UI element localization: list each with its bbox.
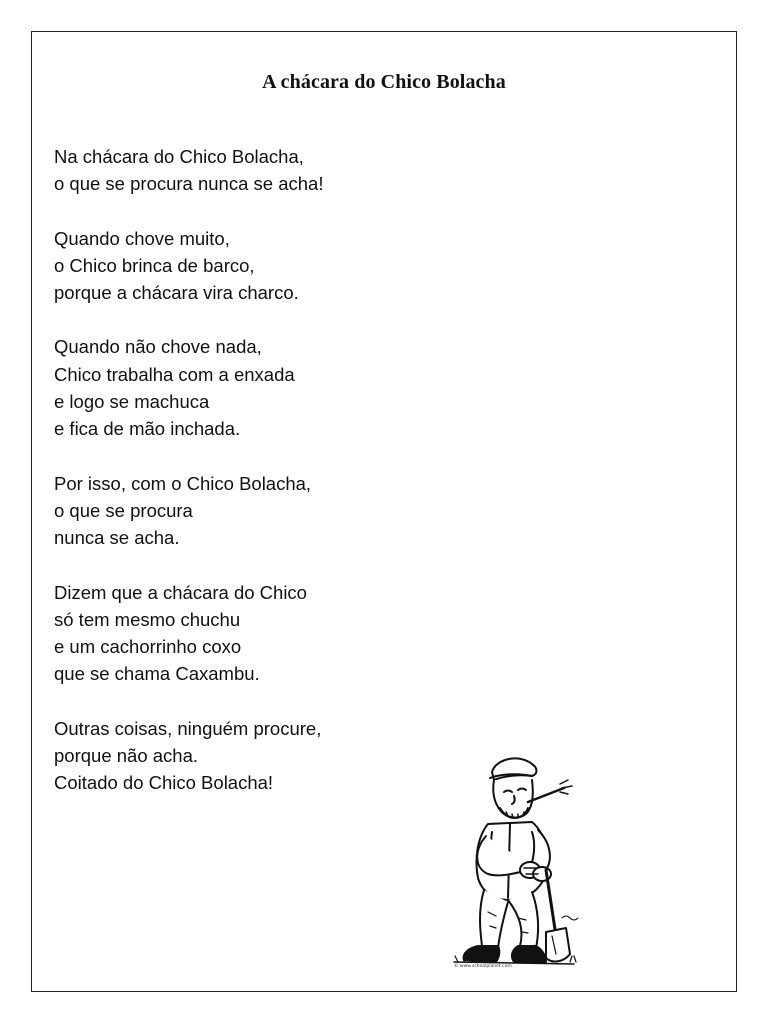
poem-line: e logo se machuca [54,391,210,413]
poem-line: Chico trabalha com a enxada [54,363,295,385]
poem-line: Quando não chove nada, [54,336,262,358]
stanza-6 [54,715,474,797]
stanza-2 [54,225,474,307]
poem-line: Na chácara do Chico Bolacha, [54,146,304,167]
poem-line: Coitado do Chico Bolacha! [54,772,274,794]
stanza-1 [54,143,474,198]
poem-line: o Chico brinca de barco, [54,254,255,276]
poem-line: porque não acha. [54,745,199,767]
stanza-4 [54,470,474,552]
stanza-3 [54,333,474,442]
svg-text:© www.schoolplanet.com: © www.schoolplanet.com [454,964,512,968]
poem-title: A chácara do Chico Bolacha [262,71,506,93]
poem-line: Quando chove muito, [54,227,230,249]
poem-line: o que se procura nunca se acha! [54,173,324,195]
poem-line: Outras coisas, ninguém procure, [54,717,322,739]
poem-line: que se chama Caxambu. [54,663,260,685]
poem-line: nunca se acha. [54,527,180,549]
poem-line: Por isso, com o Chico Bolacha, [54,472,312,494]
poem-line: e fica de mão inchada. [54,418,241,440]
page-frame [31,31,737,992]
poem-line: só tem mesmo chuchu [54,608,241,630]
poem-line: o que se procura [54,499,193,521]
poem-line: porque a chácara vira charco. [54,282,299,304]
poem-line: e um cachorrinho coxo [54,636,242,658]
poem-line: Dizem que a chácara do Chico [54,581,307,603]
stanza-5 [54,579,474,688]
old-man-with-shovel-icon [434,740,584,968]
poem-body [54,143,474,824]
